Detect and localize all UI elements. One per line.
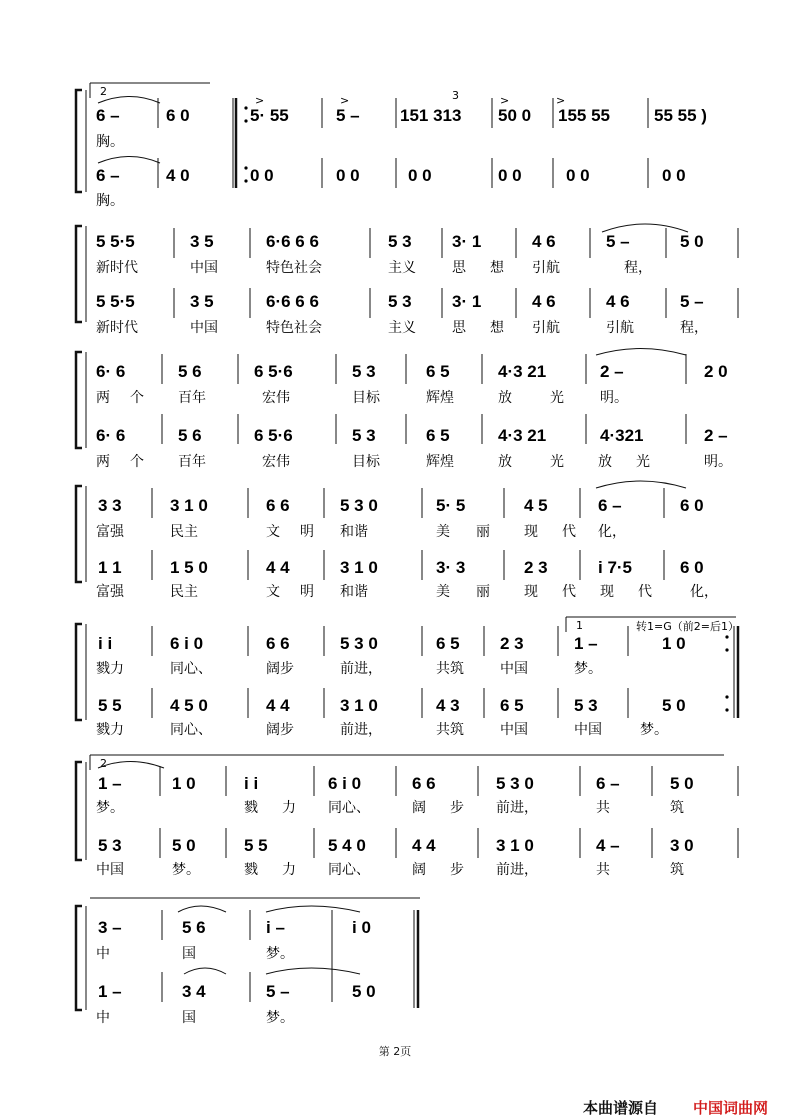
- system-3: [76, 349, 732, 471]
- lyric: 共筑: [436, 722, 464, 738]
- note: 5 0: [172, 836, 196, 855]
- key-change-label: 转1=G（前2=后1）: [636, 620, 739, 633]
- lyric: 引航: [606, 320, 634, 336]
- lyric: 国: [182, 1010, 196, 1026]
- lyric: 放: [498, 390, 512, 406]
- note: 5 5: [244, 836, 268, 855]
- footer-site-link[interactable]: 中国词曲网: [693, 1099, 769, 1117]
- lyric: 程，: [680, 320, 708, 336]
- note: 0 0: [336, 166, 360, 185]
- lyric: 新时代: [96, 320, 138, 336]
- lyric: 国: [182, 946, 196, 962]
- lyric: 筑: [670, 862, 684, 878]
- lyric: 中国: [190, 260, 218, 276]
- note: 5 0: [680, 232, 704, 251]
- lyric: 富强: [96, 524, 124, 540]
- note: 5 0: [352, 982, 376, 1001]
- lyric: 思: [452, 320, 466, 336]
- lyric: 同心、: [170, 661, 212, 677]
- lyric: 胸。: [96, 193, 124, 209]
- note: 1 –: [98, 982, 122, 1001]
- lyric: 和谐: [340, 524, 368, 540]
- note: 2 3: [524, 558, 548, 577]
- lyric: 力: [282, 800, 296, 816]
- footer-source-label: 本曲谱源自: [583, 1099, 659, 1117]
- lyric: 胸。: [96, 134, 124, 150]
- note: 4 6: [532, 232, 556, 251]
- note: 4 4: [412, 836, 436, 855]
- lyric: 戮力: [96, 661, 124, 677]
- note: 55 55 ): [654, 106, 707, 125]
- note: 5 3 0: [340, 496, 378, 515]
- accent-mark: >: [340, 94, 350, 107]
- note: 6 –: [96, 166, 120, 185]
- lyric: 想: [490, 320, 504, 336]
- note: 6 0: [166, 106, 190, 125]
- lyric: 丽: [476, 524, 490, 540]
- system-5: [76, 617, 739, 738]
- note: 3 –: [98, 918, 122, 937]
- note: 4 0: [166, 166, 190, 185]
- lyric: 戮: [244, 862, 258, 878]
- note: 3 1 0: [340, 558, 378, 577]
- note: 6· 6: [96, 426, 126, 445]
- note: 6· 6: [96, 362, 126, 381]
- note: 3 5: [190, 232, 214, 251]
- lyric: 同心、: [170, 722, 212, 738]
- lyric: 和谐: [340, 584, 368, 600]
- lyric: 前进，: [340, 661, 382, 677]
- note: 4 4: [266, 696, 290, 715]
- lyric: 代: [638, 584, 652, 600]
- note: 6 5: [436, 634, 460, 653]
- lyric: 主义: [388, 320, 416, 336]
- note: 3· 1: [452, 292, 482, 311]
- note: 3 1 0: [496, 836, 534, 855]
- note: 4·3 21: [498, 362, 547, 381]
- lyric: 梦。: [172, 862, 200, 878]
- note: 4·321: [600, 426, 644, 445]
- lyric: 民主: [170, 584, 198, 600]
- lyric: 代: [562, 584, 576, 600]
- note: 5 3: [98, 836, 122, 855]
- lyric: 同心、: [328, 800, 370, 816]
- note: 5 0: [662, 696, 686, 715]
- lyric: 梦。: [640, 722, 668, 738]
- note: 5 6: [178, 426, 202, 445]
- note: 3 4: [182, 982, 206, 1001]
- note: 1 –: [98, 774, 122, 793]
- note: 1 5 0: [170, 558, 208, 577]
- lyric: 引航: [532, 260, 560, 276]
- note: 2 –: [704, 426, 728, 445]
- note: 5 –: [606, 232, 630, 251]
- lyric: 个: [130, 390, 144, 406]
- lyric: 引航: [532, 320, 560, 336]
- note: 151 313: [400, 106, 462, 125]
- note: 4 6: [532, 292, 556, 311]
- lyric: 两: [96, 390, 110, 406]
- note: 0 0: [566, 166, 590, 185]
- volta-2-label: 2: [100, 85, 107, 98]
- lyric: 文: [266, 584, 280, 600]
- note: i i: [98, 634, 113, 653]
- note: 5 6: [178, 362, 202, 381]
- note: 5 4 0: [328, 836, 366, 855]
- note: 6 5: [426, 362, 450, 381]
- system-1: [76, 83, 707, 209]
- lyric: 共筑: [436, 661, 464, 677]
- lyric: 明。: [704, 454, 732, 470]
- volta-1-label: 1: [576, 619, 583, 632]
- lyric: 思: [452, 260, 466, 276]
- accent-mark: >: [500, 94, 510, 107]
- system-2: [76, 224, 738, 336]
- note: 5 0: [670, 774, 694, 793]
- note: 1 0: [172, 774, 196, 793]
- lyric: 戮: [244, 800, 258, 816]
- note: 3· 1: [452, 232, 482, 251]
- note: 5· 55: [250, 106, 289, 125]
- note: 6 5·6: [254, 426, 293, 445]
- lyric: 代: [562, 524, 576, 540]
- note: 6·6 6 6: [266, 292, 319, 311]
- note: 5 5: [98, 696, 122, 715]
- lyric: 梦。: [574, 661, 602, 677]
- lyric: 筑: [670, 800, 684, 816]
- lyric: 丽: [476, 584, 490, 600]
- note: 6 6: [412, 774, 436, 793]
- lyric: 梦。: [266, 1010, 294, 1026]
- lyric: 想: [490, 260, 504, 276]
- lyric: 两: [96, 454, 110, 470]
- lyric: 民主: [170, 524, 198, 540]
- lyric: 新时代: [96, 260, 138, 276]
- note: i i: [244, 774, 259, 793]
- lyric: 光: [550, 454, 564, 470]
- note: 4 5: [524, 496, 548, 515]
- lyric: 目标: [352, 454, 380, 470]
- note: 6 –: [598, 496, 622, 515]
- system-6: [76, 755, 738, 878]
- note: 6 5·6: [254, 362, 293, 381]
- lyric: 中: [96, 1010, 110, 1026]
- note: 6 –: [96, 106, 120, 125]
- note: 5 5·5: [96, 292, 135, 311]
- lyric: 中国: [574, 722, 602, 738]
- note: 6 i 0: [170, 634, 204, 653]
- note: 4 6: [606, 292, 630, 311]
- note: 5 3 0: [496, 774, 534, 793]
- note: 4 3: [436, 696, 460, 715]
- lyric: 光: [636, 454, 650, 470]
- lyric: 放: [598, 454, 612, 470]
- lyric: 戮力: [96, 722, 124, 738]
- note: 6 i 0: [328, 774, 362, 793]
- lyric: 前进，: [496, 862, 538, 878]
- lyric: 个: [130, 454, 144, 470]
- lyric: 阔步: [266, 722, 294, 738]
- note: 5 5·5: [96, 232, 135, 251]
- note: 5 3: [352, 362, 376, 381]
- system-7: [76, 898, 420, 1026]
- lyric: 明。: [600, 390, 628, 406]
- lyric: 阔: [412, 862, 426, 878]
- lyric: 中国: [500, 661, 528, 677]
- lyric: 共: [596, 862, 610, 878]
- lyric: 阔: [412, 800, 426, 816]
- note: 3 5: [190, 292, 214, 311]
- lyric: 美: [436, 524, 450, 540]
- note: i 7·5: [598, 558, 633, 577]
- lyric: 中: [96, 946, 110, 962]
- lyric: 步: [450, 862, 464, 878]
- lyric: 富强: [96, 584, 124, 600]
- note: 5 3: [388, 232, 412, 251]
- lyric: 中国: [96, 862, 124, 878]
- lyric: 前进，: [340, 722, 382, 738]
- note: 4·3 21: [498, 426, 547, 445]
- note: 0 0: [250, 166, 274, 185]
- lyric: 中国: [190, 320, 218, 336]
- note: 5 3: [352, 426, 376, 445]
- note: 50 0: [498, 106, 532, 125]
- note: 5 –: [266, 982, 290, 1001]
- note: 155 55: [558, 106, 610, 125]
- note: 3 0: [670, 836, 694, 855]
- note: 0 0: [408, 166, 432, 185]
- note: 6 6: [266, 634, 290, 653]
- lyric: 化，: [598, 524, 626, 540]
- accent-mark: >: [556, 94, 566, 107]
- note: 3 3: [98, 496, 122, 515]
- note: 2 0: [704, 362, 728, 381]
- note: 6·6 6 6: [266, 232, 319, 251]
- lyric: 文: [266, 524, 280, 540]
- note: 3 1 0: [170, 496, 208, 515]
- note: i 0: [352, 918, 371, 937]
- note: 1 0: [662, 634, 686, 653]
- note: 6 –: [596, 774, 620, 793]
- note: 6 5: [426, 426, 450, 445]
- lyric: 梦。: [266, 946, 294, 962]
- note: 3· 3: [436, 558, 466, 577]
- system-4: [76, 481, 718, 600]
- lyric: 放: [498, 454, 512, 470]
- note: 5 3: [574, 696, 598, 715]
- volta-2-label: 2: [100, 757, 107, 770]
- lyric: 梦。: [96, 800, 124, 816]
- lyric: 现: [524, 524, 538, 540]
- lyric: 辉煌: [426, 454, 454, 470]
- lyric: 辉煌: [426, 390, 454, 406]
- lyric: 前进，: [496, 800, 538, 816]
- note: 1 1: [98, 558, 122, 577]
- lyric: 现: [524, 584, 538, 600]
- lyric: 现: [600, 584, 614, 600]
- lyric: 共: [596, 800, 610, 816]
- lyric: 目标: [352, 390, 380, 406]
- lyric: 阔步: [266, 661, 294, 677]
- note: 6 6: [266, 496, 290, 515]
- triplet-mark: 3: [452, 89, 459, 102]
- note: 2 3: [500, 634, 524, 653]
- note: 5 3: [388, 292, 412, 311]
- accent-mark: >: [255, 94, 265, 107]
- lyric: 宏伟: [262, 390, 290, 406]
- lyric: 同心、: [328, 862, 370, 878]
- note: 6 5: [500, 696, 524, 715]
- note: 6 0: [680, 558, 704, 577]
- note: 5 –: [680, 292, 704, 311]
- lyric: 程，: [624, 260, 652, 276]
- lyric: 特色社会: [266, 260, 322, 276]
- lyric: 力: [282, 862, 296, 878]
- lyric: 百年: [178, 454, 206, 470]
- note: 0 0: [498, 166, 522, 185]
- lyric: 宏伟: [262, 454, 290, 470]
- note: 4 4: [266, 558, 290, 577]
- lyric: 百年: [178, 390, 206, 406]
- lyric: 中国: [500, 722, 528, 738]
- lyric: 明: [300, 584, 314, 600]
- note: 4 –: [596, 836, 620, 855]
- lyric: 特色社会: [266, 320, 322, 336]
- lyric: 明: [300, 524, 314, 540]
- note: 5 –: [336, 106, 360, 125]
- note: 5 3 0: [340, 634, 378, 653]
- note: 5 6: [182, 918, 206, 937]
- lyric: 光: [550, 390, 564, 406]
- lyric: 化，: [690, 584, 718, 600]
- note: 5· 5: [436, 496, 466, 515]
- lyric: 美: [436, 584, 450, 600]
- note: 2 –: [600, 362, 624, 381]
- note: 0 0: [662, 166, 686, 185]
- lyric: 主义: [388, 260, 416, 276]
- page-number: 第 2页: [378, 1045, 412, 1058]
- note: i –: [266, 918, 285, 937]
- note: 1 –: [574, 634, 598, 653]
- note: 3 1 0: [340, 696, 378, 715]
- lyric: 步: [450, 800, 464, 816]
- note: 6 0: [680, 496, 704, 515]
- note: 4 5 0: [170, 696, 208, 715]
